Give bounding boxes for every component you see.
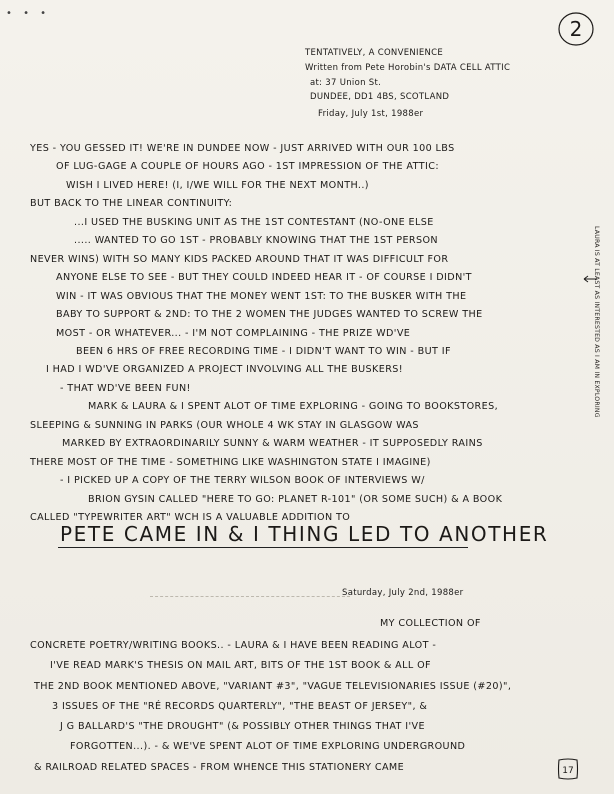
- body-line: BEEN 6 HRS OF FREE RECORDING TIME - I DIDN'T WANT TO WIN - BUT IF: [76, 345, 451, 357]
- body-line: BRION GYSIN CALLED "HERE TO GO: PLANET R-101" (OR SOME SUCH) & A BOOK: [88, 493, 503, 505]
- page-number: 2: [569, 17, 583, 41]
- top-left-dots: • • •: [6, 8, 51, 19]
- body-line: WIN - IT WAS OBVIOUS THAT THE MONEY WENT 1ST: TO THE BUSKER WITH THE: [56, 290, 467, 302]
- header-line-3: at: 37 Union St.: [310, 78, 382, 88]
- body-line: - I PICKED UP A COPY OF THE TERRY WILSON BOOK OF INTERVIEWS W/: [60, 475, 425, 487]
- body-line: NEVER WINS) WITH SO MANY KIDS PACKED AROUND THAT IT WAS DIFFICULT FOR: [30, 253, 449, 265]
- margin-note: LAURA IS AT LEAST AS INTERESTED AS I AM IN EXPLORING: [593, 226, 600, 418]
- big-handwritten-line: PETE CAME IN & I THING LED TO ANOTHER: [60, 522, 549, 546]
- body-line: MARK & LAURA & I SPENT ALOT OF TIME EXPLORING - GOING TO BOOKSTORES,: [88, 401, 499, 413]
- header-line-2: Written from Pete Horobin's DATA CELL ATTIC: [305, 63, 511, 73]
- body-line: - THAT WD'VE BEEN FUN!: [60, 382, 191, 394]
- body-line: I HAD I WD'VE ORGANIZED A PROJECT INVOLVING ALL THE BUSKERS!: [46, 364, 403, 376]
- stamp-number: 17: [562, 766, 574, 776]
- body-line: ...I USED THE BUSKING UNIT AS THE 1ST CONTESTANT (NO-ONE ELSE: [74, 216, 434, 228]
- body-line: ..... WANTED TO GO 1ST - PROBABLY KNOWING THAT THE 1ST PERSON: [74, 235, 438, 247]
- lower-line: CONCRETE POETRY/WRITING BOOKS.. - LAURA & I HAVE BEEN READING ALOT -: [30, 640, 437, 651]
- saturday-date: Saturday, July 2nd, 1988er: [342, 588, 464, 598]
- lower-line: I'VE READ MARK'S THESIS ON MAIL ART, BITS OF THE 1ST BOOK & ALL OF: [50, 660, 431, 671]
- header-line-4: DUNDEE, DD1 4BS, SCOTLAND: [310, 92, 450, 102]
- header-date: Friday, July 1st, 1988er: [318, 109, 424, 119]
- body-line: MARKED BY EXTRAORDINARILY SUNNY & WARM WEATHER - IT SUPPOSEDLY RAINS: [62, 438, 483, 450]
- body-line: THERE MOST OF THE TIME - SOMETHING LIKE WASHINGTON STATE I IMAGINE): [30, 456, 431, 468]
- margin-arrow-icon: [582, 274, 598, 284]
- body-line: BABY TO SUPPORT & 2ND: TO THE 2 WOMEN THE JUDGES WANTED TO SCREW THE: [56, 309, 483, 321]
- body-line: ANYONE ELSE TO SEE - BUT THEY COULD INDEED HEAR IT - OF COURSE I DIDN'T: [56, 272, 472, 284]
- body-line: SLEEPING & SUNNING IN PARKS (OUR WHOLE 4 WK STAY IN GLASGOW WAS: [30, 419, 419, 431]
- lower-line: & RAILROAD RELATED SPACES - FROM WHENCE THIS STATIONERY CAME: [34, 762, 405, 773]
- body-line: YES - YOU GESSED IT! WE'RE IN DUNDEE NOW - JUST ARRIVED WITH OUR 100 LBS: [30, 143, 455, 154]
- lower-line: FORGOTTEN...). - & WE'VE SPENT ALOT OF TIME EXPLORING UNDERGROUND: [70, 741, 466, 752]
- big-line-underline: [58, 547, 468, 548]
- lower-line: 3 ISSUES OF THE "RÉ RECORDS QUARTERLY", "THE BEAST OF JERSEY", &: [52, 701, 428, 712]
- lower-line: MY COLLECTION OF: [380, 618, 481, 629]
- lower-line: THE 2ND BOOK MENTIONED ABOVE, "VARIANT #3", "VAGUE TELEVISIONARIES ISSUE (#20)",: [34, 681, 512, 692]
- page-stamp: [556, 756, 580, 782]
- body-line: MOST - OR WHATEVER... - I'M NOT COMPLAINING - THE PRIZE WD'VE: [56, 327, 411, 339]
- lower-line: J G BALLARD'S "THE DROUGHT" (& POSSIBLY OTHER THINGS THAT I'VE: [60, 721, 425, 732]
- body-line: BUT BACK TO THE LINEAR CONTINUITY:: [30, 198, 233, 210]
- header-line-1: TENTATIVELY, A CONVENIENCE: [305, 48, 444, 58]
- body-line: OF LUG-GAGE A COUPLE OF HOURS AGO - 1ST IMPRESSION OF THE ATTIC:: [56, 161, 439, 173]
- page-number-circle: [556, 10, 596, 48]
- body-line: CALLED "TYPEWRITER ART" WCH IS A VALUABLE ADDITION TO: [30, 512, 351, 523]
- separator: [150, 596, 350, 597]
- body-line: WISH I LIVED HERE! (I, I/WE WILL FOR THE NEXT MONTH..): [66, 179, 369, 191]
